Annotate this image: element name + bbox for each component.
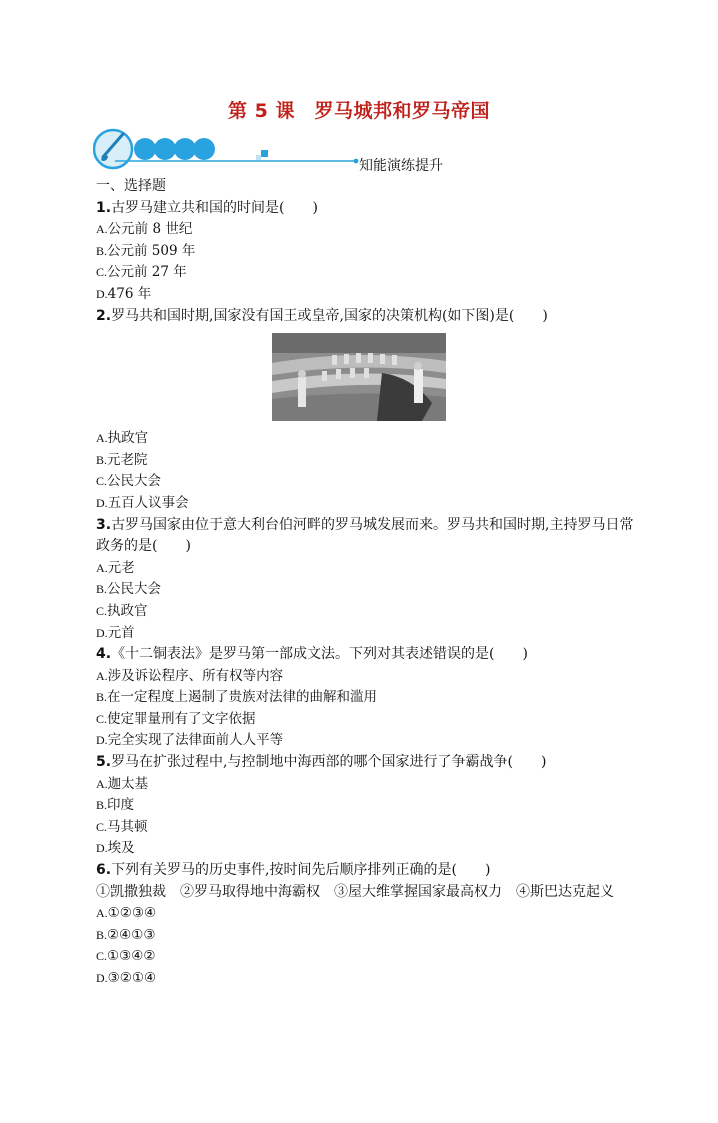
- option-2d: D.五百人议事会: [96, 494, 189, 511]
- option-1a: A.公元前 8 世纪: [96, 221, 193, 238]
- option-5a: A.迦太基: [96, 775, 149, 792]
- page-title: 第 5 课 罗马城邦和罗马帝国: [228, 100, 490, 122]
- option-6c: C.①③④②: [96, 948, 156, 965]
- senate-painting-image: [272, 333, 446, 421]
- option-5d: D.埃及: [96, 840, 135, 857]
- question-5: 5.罗马在扩张过程中,与控制地中海西部的哪个国家进行了争霸战争( ): [96, 754, 547, 771]
- option-1c: C.公元前 27 年: [96, 264, 187, 281]
- option-2c: C.公民大会: [96, 473, 162, 490]
- option-2a: A.执政官: [96, 430, 149, 447]
- paintbrush-icon: [94, 130, 132, 168]
- question-list: [96, 176, 636, 990]
- small-squares-icon: [256, 150, 268, 160]
- question-6-events: ①凯撒独裁 ②罗马取得地中海霸权 ③屋大维掌握国家最高权力 ④斯巴达克起义: [96, 883, 614, 900]
- option-5b: B.印度: [96, 797, 135, 814]
- option-6a: A.①②③④: [96, 905, 157, 922]
- question-2: 2.罗马共和国时期,国家没有国王或皇帝,国家的决策机构(如下图)是( ): [96, 307, 548, 324]
- option-3a: A.元老: [96, 559, 135, 576]
- option-3d: D.元首: [96, 624, 135, 641]
- option-4b: B.在一定程度上遏制了贵族对法律的曲解和滥用: [96, 689, 378, 706]
- question-6: 6.下列有关罗马的历史事件,按时间先后顺序排列正确的是( ): [96, 862, 491, 879]
- option-3b: B.公民大会: [96, 581, 162, 598]
- banner-label: 知能演练提升: [359, 158, 443, 174]
- option-4c: C.使定罪量刑有了文字依据: [96, 710, 256, 727]
- question-4: 4.《十二铜表法》是罗马第一部成文法。下列对其表述错误的是( ): [96, 646, 528, 663]
- option-4d: D.完全实现了法律面前人人平等: [96, 732, 284, 749]
- question-3: 3.古罗马国家由位于意大利台伯河畔的罗马城发展而来。罗马共和国时期,主持罗马日常政务的是( ): [96, 516, 634, 555]
- option-6b: B.②④①③: [96, 926, 156, 943]
- question-1: 1.古罗马建立共和国的时间是( ): [96, 199, 318, 216]
- option-4a: A.涉及诉讼程序、所有权等内容: [96, 667, 284, 684]
- option-1b: B.公元前 509 年: [96, 242, 196, 259]
- circle-badges: [134, 138, 215, 160]
- option-6d: D.③②①④: [96, 970, 157, 986]
- option-3c: C.执政官: [96, 602, 148, 619]
- section-heading: 一、选择题: [96, 178, 166, 194]
- option-2b: B.元老院: [96, 451, 148, 468]
- option-1d: D.476 年: [96, 285, 152, 302]
- option-5c: C.马其顿: [96, 818, 148, 835]
